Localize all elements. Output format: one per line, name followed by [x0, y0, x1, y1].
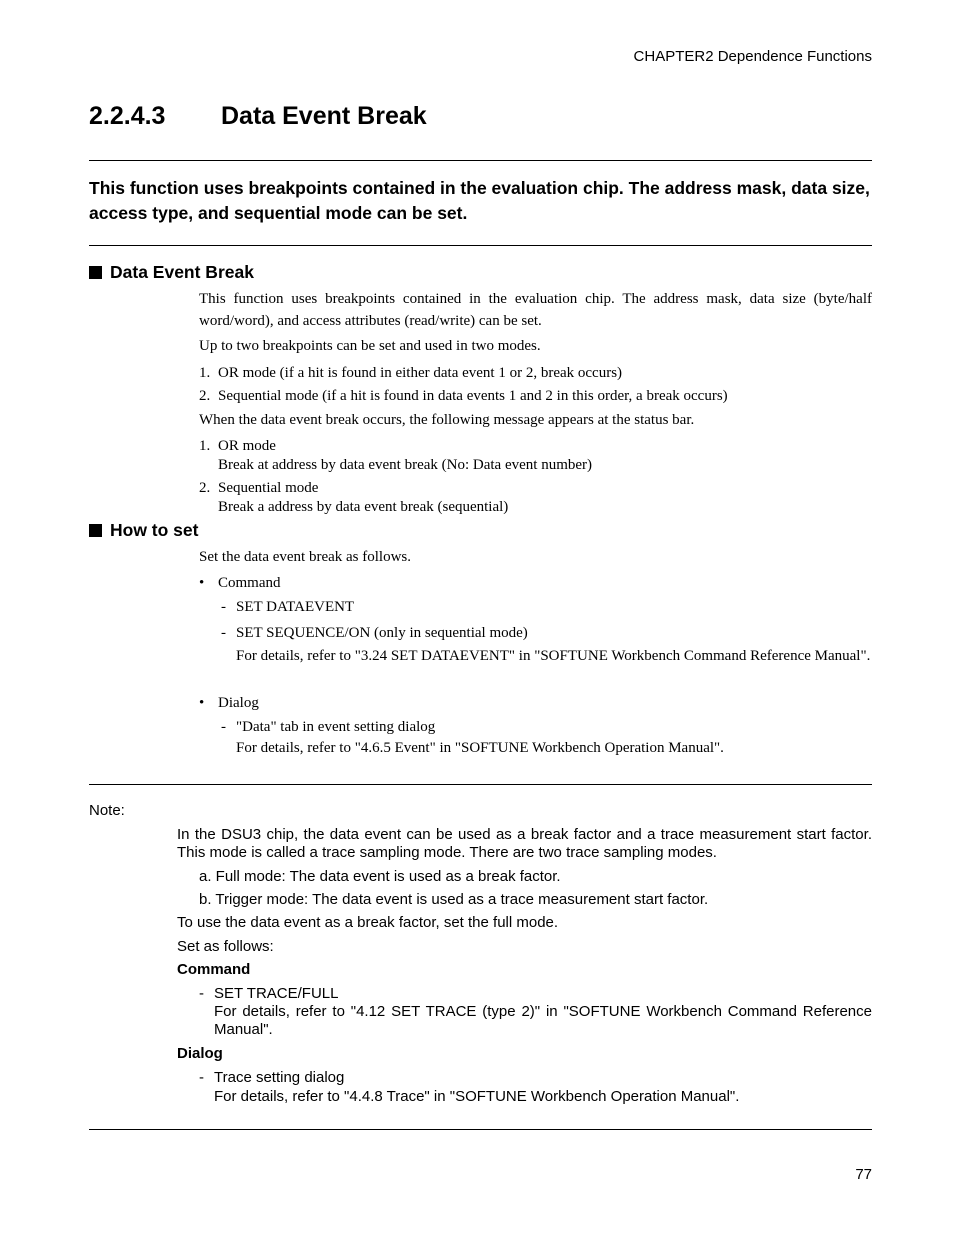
mode-item: Sequential mode (if a hit is found in data events 1 and 2 in this order, a break occurs) [218, 388, 728, 404]
message-text: Break at address by data event break (No: Data event number) [218, 457, 593, 473]
note-dialog-item: Trace setting dialog [214, 1069, 345, 1086]
paragraph-intro: This function uses breakpoints contained in the evaluation chip. The address mask, data size (byte/half word/word), and access attributes (read/write) can be set. [199, 291, 872, 329]
section-title [89, 102, 427, 131]
section-number: 2.2.4.3 [89, 102, 166, 130]
divider-summary [89, 245, 872, 246]
how-to-set-intro: Set the data event break as follows. [199, 549, 412, 565]
list-number: 1. [199, 365, 211, 381]
command-item: SET SEQUENCE/ON (only in sequential mode) [236, 625, 528, 641]
dash-icon: - [199, 985, 204, 1002]
note-mode-a: a. Full mode: The data event is used as a break factor. [199, 868, 561, 885]
note-command-label: Command [177, 961, 251, 978]
message-title: OR mode [218, 438, 276, 454]
note-dialog-detail: For details, refer to "4.4.8 Trace" in "SOFTUNE Workbench Operation Manual". [214, 1088, 740, 1105]
divider-top [89, 160, 872, 161]
page-number: 77 [855, 1166, 872, 1183]
running-head: CHAPTER2 Dependence Functions [633, 48, 872, 65]
note-mode-b: b. Trigger mode: The data event is used as a trace measurement start factor. [199, 891, 709, 908]
note-set-as-follows: Set as follows: [177, 938, 274, 955]
bullet-icon: • [199, 575, 205, 591]
dash-icon: - [199, 1069, 204, 1086]
heading-text: How to set [110, 520, 199, 540]
dialog-item: "Data" tab in event setting dialog [236, 719, 436, 735]
list-number: 2. [199, 480, 211, 496]
heading-text: Data Event Break [110, 262, 254, 282]
heading-how-to-set [89, 520, 198, 541]
command-detail: For details, refer to "3.24 SET DATAEVENT" in "SOFTUNE Workbench Command Reference Manual". [236, 648, 871, 664]
note-command-detail: For details, refer to "4.12 SET TRACE (type 2)" in "SOFTUNE Workbench Command Reference Manual". [214, 1003, 872, 1038]
section-title-text: Data Event Break [221, 102, 427, 130]
message-text: Break a address by data event break (sequential) [218, 499, 509, 515]
dash-icon: - [221, 599, 226, 615]
bullet-icon: • [199, 695, 205, 711]
message-title: Sequential mode [218, 480, 319, 496]
section-summary: This function uses breakpoints contained in the evaluation chip. The address mask, data size, access type, and sequential mode can be set. [89, 178, 870, 223]
note-paragraph: In the DSU3 chip, the data event can be used as a break factor and a trace measurement start factor. This mode is called a trace sampling mode. There are two trace sampling modes. [177, 826, 872, 861]
dialog-detail: For details, refer to "4.6.5 Event" in "SOFTUNE Workbench Operation Manual". [236, 740, 724, 756]
list-number: 2. [199, 388, 211, 404]
divider-note-top [89, 784, 872, 785]
command-item: SET DATAEVENT [236, 599, 355, 615]
mode-item: OR mode (if a hit is found in either data event 1 or 2, break occurs) [218, 365, 623, 381]
note-command-item: SET TRACE/FULL [214, 985, 339, 1002]
note-label: Note: [89, 802, 125, 819]
dash-icon: - [221, 719, 226, 735]
dash-icon: - [221, 625, 226, 641]
divider-note-bottom [89, 1129, 872, 1130]
paragraph-status-message: When the data event break occurs, the following message appears at the status bar. [199, 412, 695, 428]
paragraph-two-modes: Up to two breakpoints can be set and used in two modes. [199, 338, 541, 354]
bullet-dialog: Dialog [218, 695, 259, 711]
square-bullet-icon [89, 524, 102, 537]
square-bullet-icon [89, 266, 102, 279]
heading-data-event-break [89, 262, 254, 283]
bullet-command: Command [218, 575, 281, 591]
note-full-mode: To use the data event as a break factor, set the full mode. [177, 914, 559, 931]
note-dialog-label: Dialog [177, 1045, 223, 1062]
list-number: 1. [199, 438, 211, 454]
